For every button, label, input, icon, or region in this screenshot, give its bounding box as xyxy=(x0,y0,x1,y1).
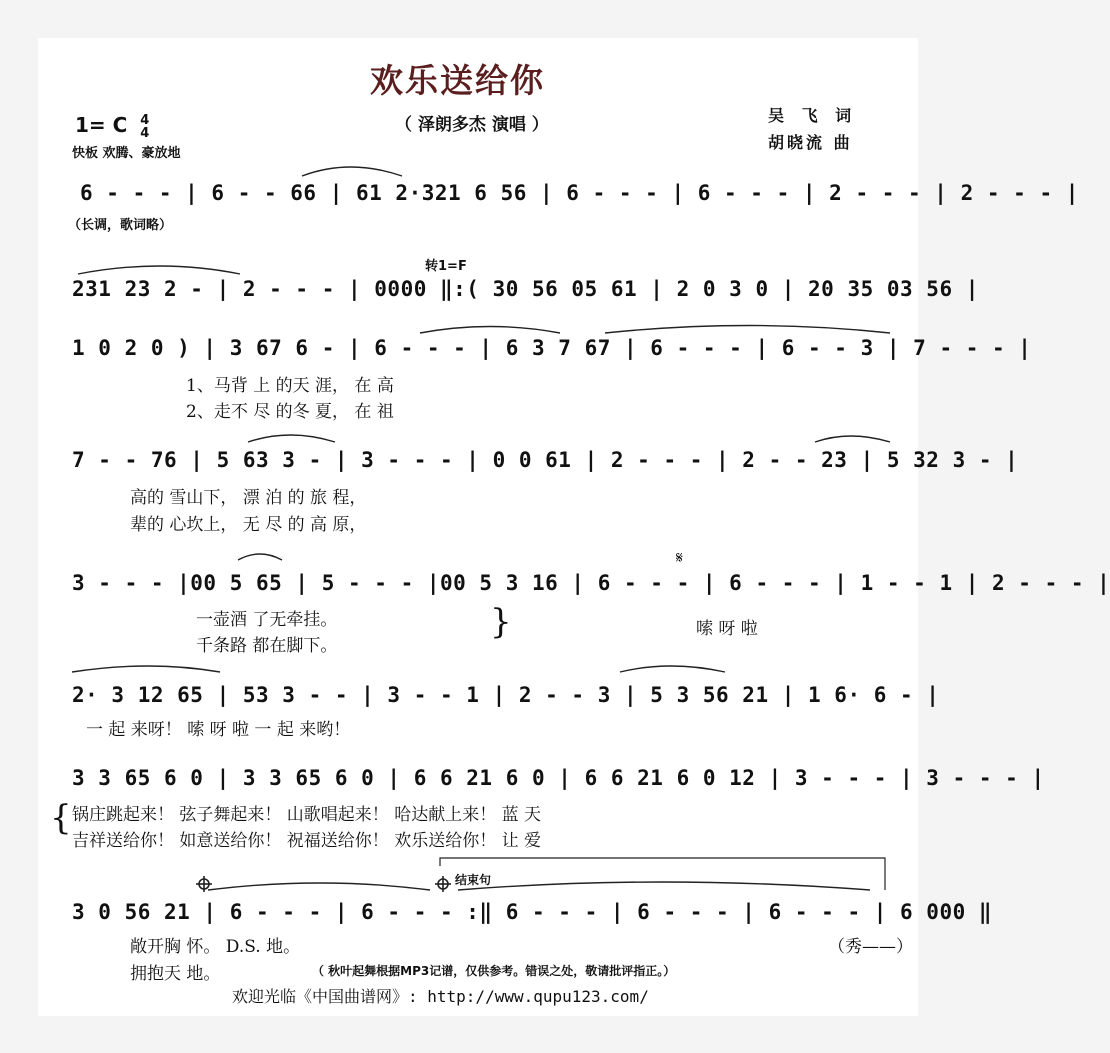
staff-row-1: 6 - - - | 6 - - 66 | 61 2·321 6 56 | 6 - - - | 6 - - - | 2 - - - | 2 - - - | xyxy=(80,181,1079,205)
lyric-row-3-verse-2: 2、走不 尽 的冬 夏， 在 祖 xyxy=(186,402,394,422)
modulation-marking: 转1=F xyxy=(425,259,467,274)
lyric-row-5-verse-1: 一壶酒 了无牵挂。 xyxy=(196,610,338,630)
lyric-row-8-verse-1: 敞开胸 怀。 D.S. 地。 xyxy=(130,937,301,957)
lyric-row-3-verse-1: 1、马背 上 的天 涯， 在 高 xyxy=(186,376,394,396)
transcription-remark: （ 秋叶起舞根据MP3记谱，仅供参考。错误之处，敬请批评指正。） xyxy=(312,964,676,978)
lyric-row-5-chorus: 嗦 呀 啦 xyxy=(696,619,758,639)
verse-brace: } xyxy=(490,602,512,642)
song-subtitle: （ 泽朗多杰 演唱 ） xyxy=(395,115,549,135)
lyric-row-8-verse-2: 拥抱天 地。 xyxy=(130,964,221,984)
lyric-row-7-verse-2: 吉祥送给你！ 如意送给你！ 祝福送给你！ 欢乐送给你！ 让 爱 xyxy=(72,831,542,851)
key-signature xyxy=(75,113,149,140)
segno-sign: 𝄋 xyxy=(676,548,683,567)
verse-brace-left: { xyxy=(50,798,72,838)
time-signature xyxy=(140,114,149,140)
lyric-row-7-verse-1: 锅庄跳起来！ 弦子舞起来！ 山歌唱起来！ 哈达献上来！ 蓝 天 xyxy=(72,805,542,825)
song-title: 欢乐送给你 xyxy=(370,61,545,100)
composer-credit: 胡晓流 曲 xyxy=(768,133,853,152)
ending-hum: （秀——） xyxy=(828,937,913,957)
staff-row-7: 3 3 65 6 0 | 3 3 65 6 0 | 6 6 21 6 0 | 6 6 21 6 0 12 | 3 - - - | 3 - - - | xyxy=(72,766,1045,790)
time-bottom: 4 xyxy=(140,125,150,141)
long-tone-note: （长调，歌词略） xyxy=(68,218,173,233)
staff-row-4: 7 - - 76 | 5 63 3 - | 3 - - - | 0 0 61 | 2 - - - | 2 - - 23 | 5 32 3 - | xyxy=(72,448,1019,472)
ending-label: 结束句 xyxy=(455,873,492,887)
staff-row-3: 1 0 2 0 ) | 3 67 6 - | 6 - - - | 6 3 7 67 | 6 - - - | 6 - - 3 | 7 - - - | xyxy=(72,336,1032,360)
lyric-row-4-verse-2: 辈的 心坎上， 无 尽 的 高 原， xyxy=(130,515,367,535)
staff-row-8: 3 0 56 21 | 6 - - - | 6 - - - :‖ 6 - - - | 6 - - - | 6 - - - | 6 000 ‖ xyxy=(72,900,993,924)
staff-row-2: 231 23 2 - | 2 - - - | 0000 ‖:( 30 56 05 61 | 2 0 3 0 | 20 35 03 56 | xyxy=(72,277,979,301)
tempo-marking: 快板 欢腾、豪放地 xyxy=(72,146,181,161)
time-top: 4 xyxy=(140,112,150,128)
staff-row-6: 2· 3 12 65 | 53 3 - - | 3 - - 1 | 2 - - 3 | 5 3 56 21 | 1 6· 6 - | xyxy=(72,683,940,707)
lyric-row-6: 一 起 来呀！ 嗦 呀 啦 一 起 来哟！ xyxy=(86,720,351,740)
site-footer: 欢迎光临《中国曲谱网》: http://www.qupu123.com/ xyxy=(232,987,649,1006)
lyricist-credit: 吴 飞 词 xyxy=(768,106,858,125)
lyric-row-5-verse-2: 千条路 都在脚下。 xyxy=(196,636,338,656)
key-text: 1= C xyxy=(75,113,128,137)
lyric-row-4-verse-1: 高的 雪山下， 漂 泊 的 旅 程， xyxy=(130,488,367,508)
staff-row-5: 3 - - - |00 5 65 | 5 - - - |00 5 3 16 | 6 - - - | 6 - - - | 1 - - 1 | 2 - - - | xyxy=(72,571,1110,595)
